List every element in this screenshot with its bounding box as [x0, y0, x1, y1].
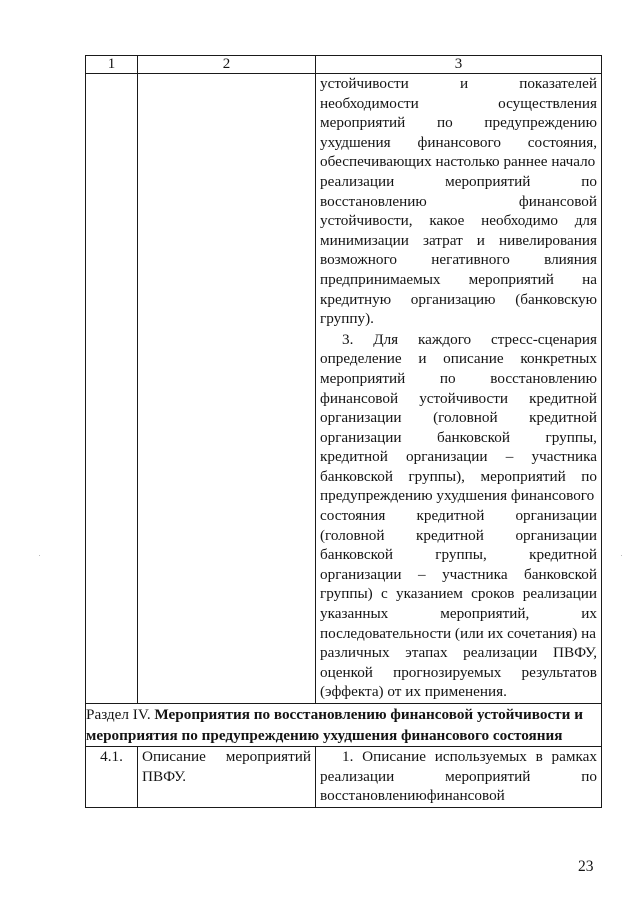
word: реализации: [320, 767, 395, 785]
word: мероприятий: [445, 767, 531, 785]
text-line: [320, 113, 597, 133]
text-line: [320, 747, 597, 767]
word: на: [582, 270, 597, 288]
text-line: [320, 408, 597, 428]
table-header-row: [86, 56, 602, 74]
row-4-1-number: 4.1.: [86, 747, 138, 808]
word: каждого: [417, 330, 472, 348]
word: кредитной: [416, 526, 484, 544]
word: мероприятий: [468, 270, 554, 288]
text-line: [320, 330, 597, 350]
word: организации: [320, 409, 402, 427]
word: финансовой: [320, 389, 399, 407]
word: по: [436, 114, 453, 132]
word: по: [439, 369, 456, 387]
word: мероприятий: [320, 369, 406, 387]
word: группы,: [435, 546, 487, 564]
word: 1.: [342, 748, 354, 765]
text-line: [320, 94, 597, 114]
word: организации: [320, 565, 402, 583]
word: по: [581, 767, 597, 785]
word: организации: [515, 507, 597, 525]
paragraph-block-1: [316, 74, 601, 330]
word: Описание: [142, 748, 206, 765]
word: по: [581, 467, 597, 485]
word: организации: [320, 428, 402, 446]
word: затрат: [422, 231, 463, 249]
word: участника: [442, 565, 508, 583]
text-line: [320, 172, 597, 192]
text-line: [320, 309, 597, 329]
scan-mark-left: [39, 555, 40, 556]
text-line: [320, 369, 597, 389]
word: (головной: [433, 409, 498, 427]
word: негативного: [431, 251, 510, 269]
text-line: [320, 663, 597, 683]
word: показателей: [519, 75, 597, 92]
word: организации: [406, 448, 488, 466]
text-line: [320, 74, 597, 94]
text-line: [320, 643, 597, 663]
text-line: [320, 604, 597, 624]
word: последовательности (или их сочетания) на: [320, 624, 596, 642]
word: 3.: [342, 330, 354, 348]
text-line: [320, 545, 597, 565]
section-heading-row: [86, 704, 602, 747]
word: осуществления: [498, 94, 597, 112]
word: реализации: [463, 644, 538, 662]
word: восстановлению: [320, 787, 427, 805]
text-line: [320, 211, 597, 231]
word: Описание: [362, 748, 427, 765]
continuation-col-3: [316, 74, 602, 704]
text-line: [142, 747, 311, 767]
word: прогнозируемых: [393, 663, 502, 681]
word: финансовой: [518, 192, 597, 210]
text-line: [320, 447, 597, 467]
word: и: [459, 75, 469, 92]
header-col-1: 1: [86, 56, 138, 74]
word: мероприятий: [480, 467, 566, 485]
word: с: [381, 585, 388, 603]
word: предпринимаемых: [320, 270, 441, 288]
word: и: [418, 350, 427, 368]
word: банковской: [524, 565, 597, 583]
word: для: [574, 212, 597, 230]
word: предупреждению ухудшения финансового: [320, 487, 595, 505]
text-line: [320, 682, 597, 702]
section-heading: [86, 704, 602, 747]
word: кредитной: [529, 389, 597, 407]
word: обеспечивающих настолько раннее начало: [320, 153, 596, 171]
text-line: [142, 767, 311, 787]
word: состояния: [320, 507, 386, 525]
word: (эффекта) от их применения.: [320, 683, 507, 701]
word: возможного: [320, 251, 397, 269]
text-line: [320, 584, 597, 604]
word: мероприятий: [320, 114, 406, 132]
row-4-1-title-cell: [138, 747, 316, 808]
word: (головной: [320, 526, 385, 544]
word: (банковскую: [515, 290, 597, 308]
word: указанных: [320, 605, 389, 623]
word: конкретных: [520, 350, 597, 368]
word: минимизации: [320, 231, 409, 249]
word: кредитной: [529, 546, 597, 564]
word: финансовой: [426, 787, 505, 805]
word: необходимо: [481, 212, 558, 230]
text-line: [320, 192, 597, 212]
word: рамках: [551, 748, 597, 765]
text-line: [320, 565, 597, 585]
word: восстановлению: [320, 192, 427, 210]
word: указанием: [396, 585, 463, 603]
row-4-1: [86, 747, 602, 808]
word: нивелирования: [499, 231, 597, 249]
text-line: [320, 290, 597, 310]
text-line: [320, 250, 597, 270]
word: финансового: [417, 133, 501, 151]
row-4-1-description-cell: [316, 747, 602, 808]
text-line: [320, 786, 597, 806]
text-line: [320, 133, 597, 153]
regulation-table: [85, 55, 602, 808]
word: восстановлению: [490, 369, 597, 387]
section-title-line-2: мероприятия по предупреждению ухудшения финансового состояния: [86, 727, 563, 744]
word: в: [535, 748, 543, 765]
word: кредитной: [320, 448, 388, 466]
section-prefix: Раздел IV.: [86, 706, 155, 723]
paragraph-block-2: [316, 330, 601, 703]
word: банковской: [437, 428, 510, 446]
word: влияния: [544, 251, 597, 269]
word: группы): [320, 585, 373, 603]
word: этапах: [405, 644, 448, 662]
word: описание: [443, 350, 504, 368]
word: –: [505, 448, 514, 466]
word: мероприятий,: [440, 605, 530, 623]
header-col-2: 2: [138, 56, 316, 74]
word: организацию: [410, 290, 496, 308]
word: Для: [373, 330, 399, 348]
text-line: [320, 428, 597, 448]
text-line: [320, 231, 597, 251]
word: используемых: [434, 748, 527, 765]
word: сроков: [471, 585, 515, 603]
word: ПВФУ.: [142, 767, 187, 785]
word: состояния,: [527, 133, 597, 151]
continuation-row: [86, 74, 602, 704]
header-col-3: 3: [316, 56, 602, 74]
word: банковской: [320, 546, 393, 564]
text-line: [320, 152, 597, 172]
word: кредитную: [320, 290, 392, 308]
word: реализации: [522, 585, 597, 603]
text-line: [320, 486, 597, 506]
word: мероприятий: [225, 748, 311, 765]
row-4-1-title: [138, 747, 315, 787]
word: банковской: [320, 467, 393, 485]
row-4-1-description: [316, 747, 601, 807]
text-line: [320, 389, 597, 409]
word: по: [581, 172, 597, 190]
word: оценкой: [320, 663, 373, 681]
text-line: [320, 467, 597, 487]
continuation-col-2: [138, 74, 316, 704]
word: участника: [531, 448, 597, 466]
word: –: [418, 565, 426, 583]
section-title-line-1: Мероприятия по восстановлению финансовой устойчивости и: [154, 706, 583, 723]
word: группу).: [320, 310, 374, 328]
word: результатов: [521, 663, 597, 681]
word: организации: [515, 526, 597, 544]
text-line: [320, 270, 597, 290]
page-number: 23: [578, 858, 594, 875]
word: реализации: [320, 172, 395, 190]
word: группы),: [408, 467, 465, 485]
word: их: [581, 605, 597, 623]
text-line: [320, 506, 597, 526]
word: кредитной: [416, 507, 485, 525]
text-line: [320, 624, 597, 644]
word: мероприятий: [445, 172, 531, 190]
word: ПВФУ,: [552, 644, 597, 662]
word: определение: [320, 350, 402, 368]
word: устойчивости: [419, 389, 509, 407]
text-line: [320, 767, 597, 787]
word: различных: [320, 644, 390, 662]
word: какое: [429, 212, 465, 230]
text-line: [320, 349, 597, 369]
word: кредитной: [529, 409, 597, 427]
word: и: [476, 231, 485, 249]
word: устойчивости: [320, 75, 409, 92]
word: устойчивости,: [320, 212, 413, 230]
word: необходимости: [320, 94, 419, 112]
continuation-col-1: [86, 74, 138, 704]
word: предупреждению: [484, 114, 597, 132]
scan-mark-right: [621, 555, 622, 556]
word: стресс-сценария: [490, 330, 597, 348]
text-line: [320, 526, 597, 546]
word: группы,: [545, 428, 597, 446]
word: ухудшения: [320, 133, 391, 151]
